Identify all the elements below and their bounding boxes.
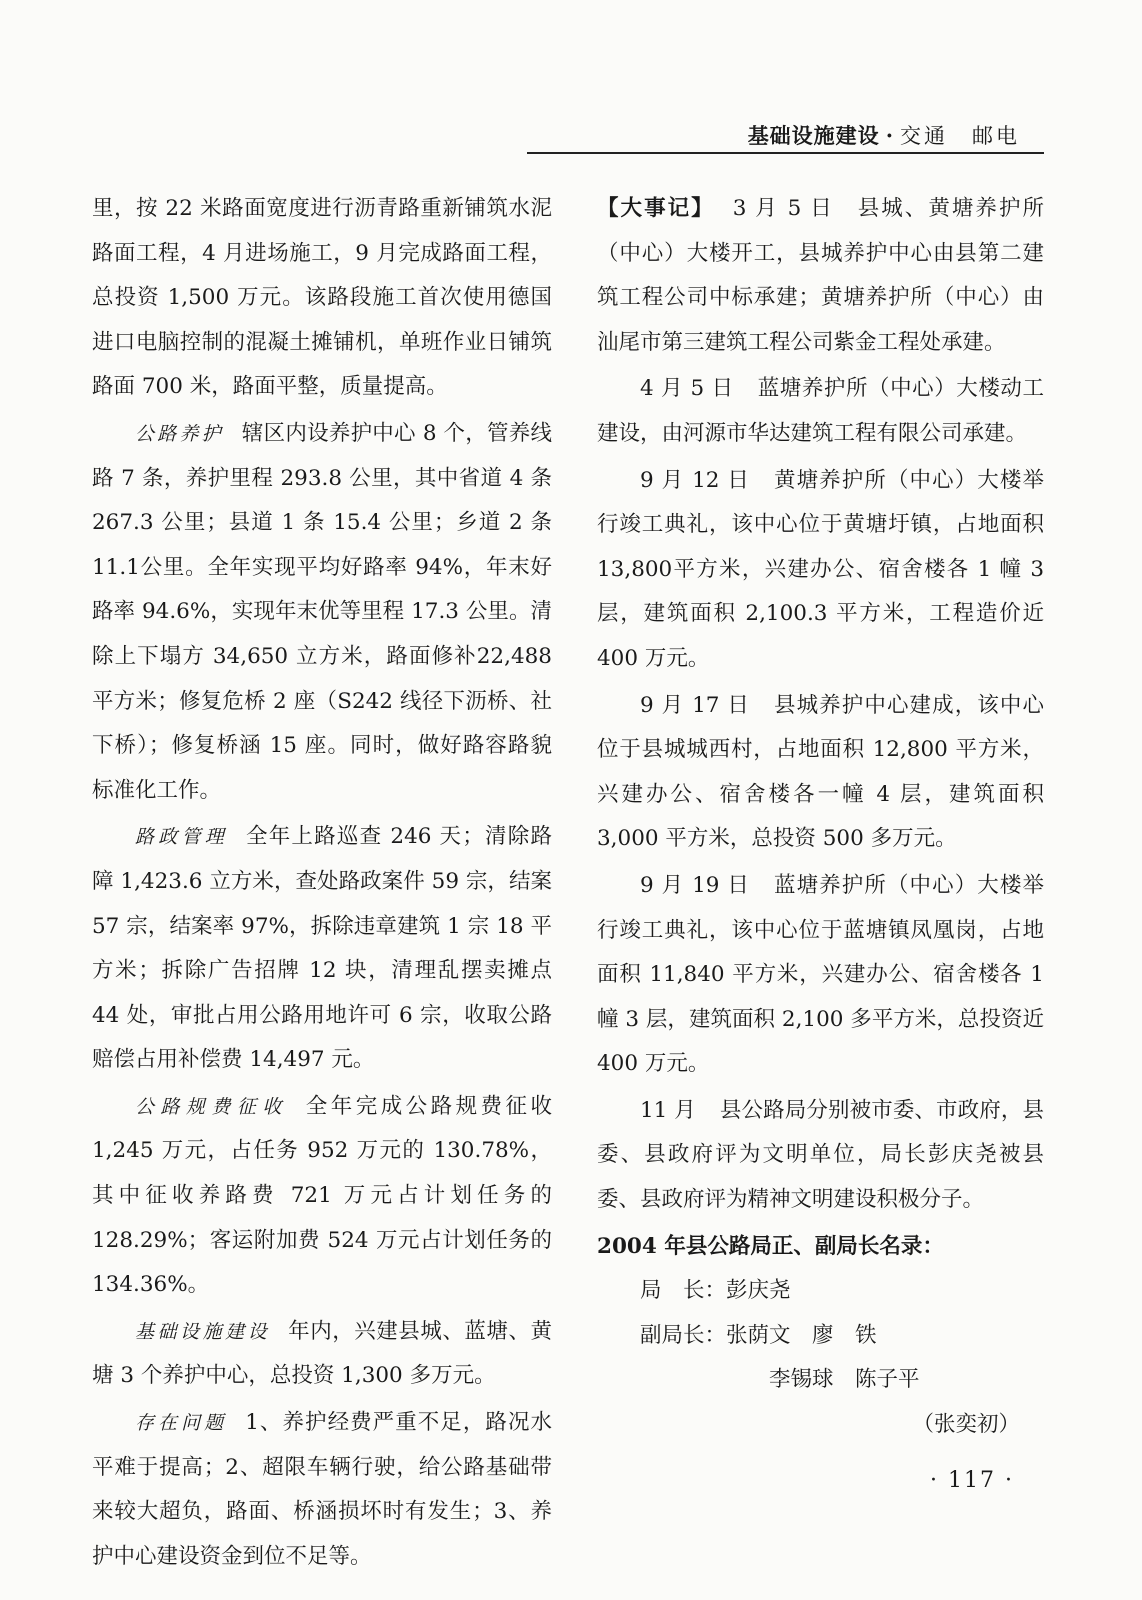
header-section: 基础设施建设 (747, 123, 880, 148)
roster-title: 2004 年县公路局正、副局长名录： (597, 1233, 944, 1259)
event-date: 9 月 19 日 (640, 872, 750, 898)
lead-issues: 存在问题 (135, 1412, 228, 1435)
paragraph-fees: 公路规费征收 全年完成公路规费征收 1,245 万元，占任务 952 万元的 130.78%，其中征收养路费 721 万元占计划任务的 128.29%；客运附加费 524 万元占计划任务的 134.36%。 (92, 1093, 552, 1298)
events-label: 【大事记】 (597, 196, 715, 221)
event-nov: 11 月 县公路局分别被市委、市政府，县委、县政府评为文明单位，局长彭庆尧被县委、县政府评为精神文明建设积极分子。 (597, 1097, 1044, 1213)
left-column (92, 187, 552, 1581)
lead-fees: 公路规费征收 (135, 1095, 288, 1118)
roster-director: 局 长：彭庆尧 (640, 1278, 791, 1304)
event-date: 9 月 17 日 (640, 692, 750, 718)
event-sep-12: 9 月 12 日 黄塘养护所（中心）大楼举行竣工典礼，该中心位于黄塘圩镇，占地面积 13,800平方米，兴建办公、宿舍楼各 1 幢 3 层，建筑面积 2,100.3 平方米，工程造价近 400 万元。 (597, 467, 1044, 671)
event-mar-5: 【大事记】 3 月 5 日 县城、黄塘养护所（中心）大楼开工，县城养护中心由县第二建筑工程公司中标承建；黄塘养护所（中心）由汕尾市第三建筑工程公司紫金工程处承建。 (597, 196, 1044, 355)
header-separator: · (885, 123, 894, 148)
paragraph-road-construction: 里，按 22 米路面宽度进行沥青路重新铺筑水泥路面工程，4 月进场施工，9 月完成路面工程，总投资 1,500 万元。该路段施工首次使用德国进口电脑控制的混凝土摊铺机，单班作业日铺筑路面 700 米，路面平整，质量提高。 (92, 196, 552, 400)
roster-deputies-cont: 李锡球 陈子平 (769, 1367, 920, 1393)
event-date: 3 月 5 日 (732, 196, 834, 221)
page-number: · 117 · (930, 1468, 1014, 1493)
header-category: 交通 邮电 (900, 124, 1020, 148)
lead-maintenance: 公路养护 (135, 422, 224, 445)
event-apr-5: 4 月 5 日 蓝塘养护所（中心）大楼动工建设，由河源市华达建筑工程有限公司承建。 (597, 376, 1044, 446)
author-credit: （张奕初） (912, 1412, 1020, 1438)
event-sep-17: 9 月 17 日 县城养护中心建成，该中心位于县城城西村，占地面积 12,800 平方米，兴建办公、宿舍楼各一幢 4 层，建筑面积 3,000 平方米，总投资 500 多万元。 (597, 692, 1044, 852)
roster-deputies: 副局长：张荫文 廖 铁 (640, 1322, 877, 1348)
paragraph-issues: 存在问题 1、养护经费严重不足，路况水平难于提高；2、超限车辆行驶，给公路基础带来较大超负，路面、桥涵损坏时有发生；3、养护中心建设资金到位不足等。 (92, 1410, 552, 1569)
event-date: 9 月 12 日 (640, 467, 750, 493)
paragraph-infrastructure: 基础设施建设 年内，兴建县城、蓝塘、黄塘 3 个养护中心，总投资 1,300 多万元。 (92, 1318, 552, 1389)
event-date: 11 月 (640, 1097, 696, 1123)
lead-infrastructure: 基础设施建设 (135, 1320, 271, 1343)
paragraph-road-admin: 路政管理 全年上路巡查 246 天；清除路障 1,423.6 立方米，查处路政案件 59 宗，结案 57 宗，结案率 97%，拆除违章建筑 1 宗 18 平方米；拆除广告招牌 12 块，清理乱摆卖摊点 44 处，审批占用公路用地许可 6 宗，收取公路赔偿占用补偿费 14,497 元。 (92, 824, 552, 1073)
running-header (0, 120, 1020, 150)
lead-road-admin: 路政管理 (135, 826, 228, 849)
event-date: 4 月 5 日 (640, 376, 734, 402)
paragraph-maintenance: 公路养护 辖区内设养护中心 8 个，管养线路 7 条，养护里程 293.8 公里，其中省道 4 条 267.3 公里；县道 1 条 15.4 公里；乡道 2 条 11.1公里。全年实现平均好路率 94%，年末好路率 94.6%，实现年末优等里程 17.3 公里。清除上下塌方 34,650 立方米，路面修补22,488 平方米；修复危桥 2 座（S242 线径下沥桥、社下桥）；修复桥涵 15 座。同时，做好路容路貌标准化工作。 (92, 420, 552, 803)
header-rule (527, 152, 1044, 154)
event-sep-19: 9 月 19 日 蓝塘养护所（中心）大楼举行竣工典礼，该中心位于蓝塘镇凤凰岗，占地面积 11,840 平方米，兴建办公、宿舍楼各 1 幢 3 层，建筑面积 2,100 多平方米，总投资近 400 万元。 (597, 872, 1044, 1077)
right-column (597, 187, 1044, 1448)
